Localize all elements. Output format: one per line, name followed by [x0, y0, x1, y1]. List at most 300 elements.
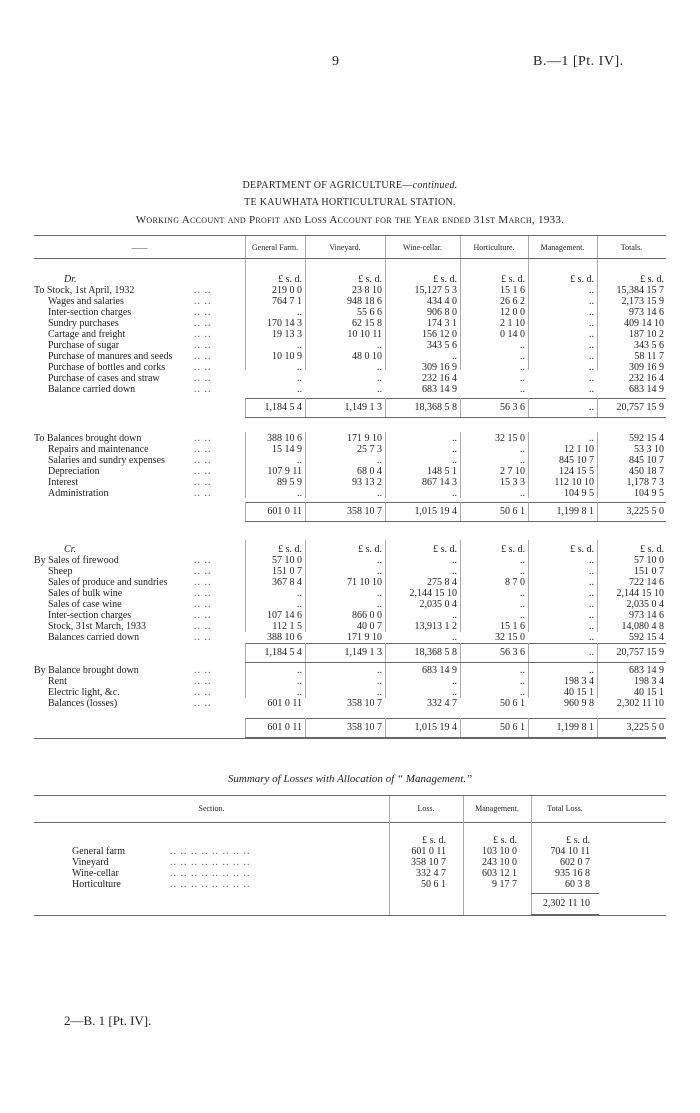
- amount-cell: 906 8 0: [427, 307, 457, 318]
- currency-label: £ s. d.: [433, 544, 457, 555]
- column-divider: [305, 259, 306, 370]
- amount-cell: 367 8 4: [272, 577, 302, 588]
- row-label: To Balances brought down: [34, 433, 142, 444]
- column-divider: [385, 259, 386, 370]
- row-label: Stock, 31st March, 1933: [48, 621, 147, 632]
- amount-cell: 198 3 4: [634, 676, 664, 687]
- amount-cell: ..: [520, 555, 525, 566]
- leader-dots: .. ..: [194, 384, 212, 395]
- table-top-rule: [34, 235, 666, 236]
- summary-amount: 103 10 0: [482, 846, 517, 857]
- amount-cell: ..: [589, 329, 594, 340]
- amount-cell: 170 14 3: [267, 318, 302, 329]
- total-cell: 20,757 15 9: [616, 402, 664, 413]
- total-cell: 50 6 1: [500, 506, 525, 517]
- column-divider: [528, 502, 529, 521]
- total-cell: 3,225 5 0: [626, 722, 664, 733]
- amount-cell: ..: [377, 687, 382, 698]
- amount-cell: ..: [377, 676, 382, 687]
- leader-dots: .. ..: [194, 632, 212, 643]
- summary-amount: 60 3 8: [565, 879, 590, 890]
- amount-cell: ..: [520, 687, 525, 698]
- leader-dots: .. ..: [194, 362, 212, 373]
- column-divider: [305, 540, 306, 632]
- amount-cell: 2,173 15 9: [621, 296, 664, 307]
- total-rule: [245, 398, 666, 399]
- amount-cell: ..: [589, 665, 594, 676]
- amount-cell: ..: [297, 362, 302, 373]
- column-divider: [305, 398, 306, 417]
- row-label: Balances (losses): [48, 698, 118, 709]
- row-label: By Balance brought down: [34, 665, 139, 676]
- amount-cell: ..: [452, 566, 457, 577]
- amount-cell: 845 10 7: [629, 455, 664, 466]
- amount-cell: 219 0 0: [272, 285, 302, 296]
- amount-cell: ..: [377, 555, 382, 566]
- amount-cell: ..: [520, 588, 525, 599]
- amount-cell: ..: [520, 362, 525, 373]
- amount-cell: 948 18 6: [347, 296, 382, 307]
- summary-amount: 601 0 11: [411, 846, 446, 857]
- currency-label: £ s. d.: [570, 544, 594, 555]
- column-divider: [305, 432, 306, 498]
- currency-label: £ s. d.: [640, 274, 664, 285]
- column-divider: [597, 398, 598, 417]
- amount-cell: 0 14 0: [500, 329, 525, 340]
- row-label: Sales of case wine: [48, 599, 122, 610]
- account-heading: Working Account and Profit and Loss Account for the Year ended 31st March, 1933.: [135, 214, 565, 226]
- dr-label: Dr.: [64, 274, 77, 285]
- amount-cell: 171 9 10: [347, 632, 382, 643]
- leader-dots: .. ..: [194, 676, 212, 687]
- currency-label: £ s. d.: [640, 544, 664, 555]
- amount-cell: ..: [377, 566, 382, 577]
- column-divider: [460, 718, 461, 737]
- total-cell: 18,368 5 8: [414, 647, 457, 658]
- amount-cell: 68 0 4: [357, 466, 382, 477]
- amount-cell: 112 10 10: [554, 477, 594, 488]
- amount-cell: 13,913 1 2: [414, 621, 457, 632]
- amount-cell: ..: [589, 610, 594, 621]
- amount-cell: 93 13 2: [352, 477, 382, 488]
- column-divider: [385, 398, 386, 417]
- amount-cell: ..: [297, 687, 302, 698]
- amount-cell: ..: [377, 599, 382, 610]
- amount-cell: 187 10 2: [629, 329, 664, 340]
- leader-dots: .. ..: [194, 466, 212, 477]
- leader-dots: .. .. .. .. .. .. .. ..: [170, 857, 251, 868]
- amount-cell: 40 15 1: [634, 687, 664, 698]
- amount-cell: ..: [589, 632, 594, 643]
- summary-title: Summary of Losses with Allocation of “ Management.”: [227, 773, 473, 785]
- leader-dots: .. ..: [194, 351, 212, 362]
- amount-cell: 683 14 9: [629, 665, 664, 676]
- amount-cell: ..: [520, 351, 525, 362]
- column-divider: [528, 718, 529, 737]
- amount-cell: 12 1 10: [564, 444, 594, 455]
- amount-cell: ..: [452, 433, 457, 444]
- amount-cell: 601 0 11: [267, 698, 302, 709]
- column-header: Wine-cellar.: [403, 243, 442, 252]
- column-divider: [385, 643, 386, 662]
- leader-dots: .. ..: [194, 444, 212, 455]
- amount-cell: 25 7 3: [357, 444, 382, 455]
- leader-dots: .. ..: [194, 698, 212, 709]
- column-divider: [385, 540, 386, 632]
- row-label: Repairs and maintenance: [48, 444, 149, 455]
- amount-cell: ..: [589, 296, 594, 307]
- amount-cell: 973 14 6: [629, 307, 664, 318]
- row-label: Purchase of manures and seeds: [48, 351, 173, 362]
- summary-bottom-rule: [34, 915, 666, 916]
- row-label: Sales of produce and sundries: [48, 577, 168, 588]
- leader-dots: .. ..: [194, 373, 212, 384]
- row-label: Purchase of cases and straw: [48, 373, 160, 384]
- column-divider: [597, 432, 598, 498]
- row-label: Wages and salaries: [48, 296, 124, 307]
- page-reference: B.—1 [Pt. IV].: [533, 54, 624, 69]
- column-divider: [528, 236, 529, 258]
- amount-cell: ..: [297, 599, 302, 610]
- amount-cell: ..: [520, 488, 525, 499]
- amount-cell: ..: [589, 285, 594, 296]
- summary-amount: 603 12 1: [482, 868, 517, 879]
- amount-cell: 2,144 15 10: [409, 588, 457, 599]
- column-divider: [597, 718, 598, 737]
- amount-cell: ..: [589, 340, 594, 351]
- amount-cell: 62 15 8: [352, 318, 382, 329]
- row-label: Cartage and freight: [48, 329, 126, 340]
- row-label: Balance carried down: [48, 384, 136, 395]
- column-header: Totals.: [620, 243, 643, 252]
- row-label: Sundry purchases: [48, 318, 119, 329]
- amount-cell: ..: [452, 488, 457, 499]
- leader-dots: .. ..: [194, 307, 212, 318]
- amount-cell: 156 12 0: [422, 329, 457, 340]
- amount-cell: 15 14 9: [272, 444, 302, 455]
- amount-cell: 15 1 6: [500, 621, 525, 632]
- amount-cell: 10 10 11: [347, 329, 382, 340]
- leader-dots: .. ..: [194, 665, 212, 676]
- column-divider: [597, 540, 598, 632]
- summary-header: Section.: [198, 804, 225, 813]
- leader-dots: .. ..: [194, 610, 212, 621]
- summary-amount: 935 16 8: [555, 868, 590, 879]
- amount-cell: 866 0 0: [352, 610, 382, 621]
- row-label: By Sales of firewood: [34, 555, 119, 566]
- amount-cell: ..: [589, 307, 594, 318]
- amount-cell: ..: [297, 384, 302, 395]
- amount-cell: 15 1 6: [500, 285, 525, 296]
- amount-cell: 55 6 6: [357, 307, 382, 318]
- total-cell: 1,184 5 4: [264, 647, 302, 658]
- leader-dots: .. ..: [194, 329, 212, 340]
- total-cell: 1,015 19 4: [414, 506, 457, 517]
- department-name: DEPARTMENT OF AGRICULTURE—: [242, 180, 413, 191]
- row-label: Inter-section charges: [48, 610, 132, 621]
- column-divider: [460, 643, 461, 662]
- amount-cell: 57 10 0: [272, 555, 302, 566]
- amount-cell: 151 0 7: [272, 566, 302, 577]
- total-rule: [245, 502, 666, 503]
- amount-cell: 40 0 7: [357, 621, 382, 632]
- column-divider: [460, 236, 461, 258]
- table-bottom-rule: [34, 738, 666, 739]
- summary-header-rule: [34, 822, 666, 823]
- leader-dots: .. ..: [194, 477, 212, 488]
- leader-dots: .. .. .. .. .. .. .. ..: [170, 879, 251, 890]
- row-label: Purchase of sugar: [48, 340, 120, 351]
- amount-cell: 960 9 8: [564, 698, 594, 709]
- station-heading: TE KAUWHATA HORTICULTURAL STATION.: [244, 197, 456, 208]
- total-cell: 1,199 8 1: [556, 506, 594, 517]
- total-cell: 56 3 6: [500, 647, 525, 658]
- amount-cell: 50 6 1: [500, 698, 525, 709]
- leader-dots: .. ..: [194, 555, 212, 566]
- amount-cell: ..: [589, 362, 594, 373]
- column-divider: [460, 259, 461, 370]
- amount-cell: 23 8 10: [352, 285, 382, 296]
- column-divider: [528, 643, 529, 662]
- summary-row-label: Vineyard: [72, 857, 109, 868]
- column-divider: [305, 643, 306, 662]
- amount-cell: 1,178 7 3: [626, 477, 664, 488]
- summary-amount: 602 0 7: [560, 857, 590, 868]
- leader-dots: .. ..: [194, 566, 212, 577]
- summary-row-label: Wine-cellar: [72, 868, 119, 879]
- amount-cell: 388 10 6: [267, 433, 302, 444]
- amount-cell: ..: [520, 455, 525, 466]
- amount-cell: 53 3 10: [634, 444, 664, 455]
- amount-cell: 309 16 9: [422, 362, 457, 373]
- amount-cell: ..: [589, 577, 594, 588]
- amount-cell: 12 0 0: [500, 307, 525, 318]
- amount-cell: ..: [452, 455, 457, 466]
- row-label: Depreciation: [48, 466, 100, 477]
- column-divider: [460, 502, 461, 521]
- total-cell: ..: [589, 402, 594, 413]
- summary-amount: 243 10 0: [482, 857, 517, 868]
- column-divider: [245, 236, 246, 258]
- amount-cell: ..: [589, 588, 594, 599]
- column-divider: [305, 236, 306, 258]
- total-cell: 358 10 7: [347, 506, 382, 517]
- amount-cell: 2,144 15 10: [616, 588, 664, 599]
- amount-cell: 19 13 3: [272, 329, 302, 340]
- amount-cell: 89 5 9: [277, 477, 302, 488]
- amount-cell: 58 11 7: [634, 351, 664, 362]
- summary-header: Loss.: [417, 804, 435, 813]
- amount-cell: ..: [452, 632, 457, 643]
- leader-dots: .. ..: [194, 340, 212, 351]
- amount-cell: ..: [452, 676, 457, 687]
- amount-cell: 198 3 4: [564, 676, 594, 687]
- amount-cell: 2 7 10: [500, 466, 525, 477]
- summary-total-rule: [531, 893, 599, 894]
- currency-label: £ s. d.: [278, 274, 302, 285]
- amount-cell: 107 9 11: [267, 466, 302, 477]
- amount-cell: 8 7 0: [505, 577, 525, 588]
- total-cell: 358 10 7: [347, 722, 382, 733]
- leader-dots: .. .. .. .. .. .. .. ..: [170, 868, 251, 879]
- amount-cell: ..: [297, 307, 302, 318]
- amount-cell: ..: [589, 566, 594, 577]
- total-cell: 56 3 6: [500, 402, 525, 413]
- summary-total: 2,302 11 10: [542, 898, 590, 909]
- table-header-rule: [34, 258, 666, 259]
- leader-dots: .. ..: [194, 433, 212, 444]
- summary-amount: 50 6 1: [421, 879, 446, 890]
- amount-cell: 124 15 5: [559, 466, 594, 477]
- currency-label: £ s. d.: [493, 835, 517, 846]
- summary-amount: 358 10 7: [411, 857, 446, 868]
- amount-cell: ..: [589, 373, 594, 384]
- cr-label: Cr.: [64, 544, 76, 555]
- summary-header: Total Loss.: [547, 804, 583, 813]
- amount-cell: ..: [297, 676, 302, 687]
- column-divider: [528, 540, 529, 632]
- amount-cell: 15,384 15 7: [616, 285, 664, 296]
- amount-cell: 309 16 9: [629, 362, 664, 373]
- summary-amount: 704 10 11: [550, 846, 590, 857]
- row-label: Sales of bulk wine: [48, 588, 123, 599]
- amount-cell: 973 14 6: [629, 610, 664, 621]
- amount-cell: 343 5 6: [634, 340, 664, 351]
- amount-cell: ..: [377, 362, 382, 373]
- amount-cell: ..: [297, 588, 302, 599]
- column-divider: [597, 502, 598, 521]
- column-divider: [385, 432, 386, 498]
- row-label: To Stock, 1st April, 1932: [34, 285, 135, 296]
- amount-cell: ..: [520, 384, 525, 395]
- amount-cell: ..: [589, 599, 594, 610]
- amount-cell: ..: [520, 340, 525, 351]
- amount-cell: 592 15 4: [629, 632, 664, 643]
- department-heading: [0, 180, 700, 191]
- total-cell: ..: [589, 647, 594, 658]
- amount-cell: ..: [589, 318, 594, 329]
- amount-cell: 867 14 3: [422, 477, 457, 488]
- amount-cell: ..: [377, 588, 382, 599]
- amount-cell: 40 15 1: [564, 687, 594, 698]
- amount-cell: ..: [520, 566, 525, 577]
- row-label: Purchase of bottles and corks: [48, 362, 166, 373]
- column-divider: [597, 236, 598, 258]
- amount-cell: ..: [520, 444, 525, 455]
- column-divider: [305, 502, 306, 521]
- amount-cell: ..: [452, 555, 457, 566]
- total-cell: 50 6 1: [500, 722, 525, 733]
- leader-dots: .. ..: [194, 687, 212, 698]
- amount-cell: ..: [589, 384, 594, 395]
- leader-dots: .. ..: [194, 577, 212, 588]
- amount-cell: 275 8 4: [427, 577, 457, 588]
- column-header: Vineyard.: [329, 243, 361, 252]
- leader-dots: .. ..: [194, 296, 212, 307]
- amount-cell: 10 10 9: [272, 351, 302, 362]
- summary-amount: 332 4 7: [416, 868, 446, 879]
- column-header: General Farm.: [251, 243, 299, 252]
- amount-cell: 592 15 4: [629, 433, 664, 444]
- column-header: Horticulture.: [473, 243, 515, 252]
- column-divider: [460, 432, 461, 498]
- amount-cell: 232 16 4: [629, 373, 664, 384]
- amount-cell: 15 3 3: [500, 477, 525, 488]
- total-cell: 1,184 5 4: [264, 402, 302, 413]
- amount-cell: ..: [589, 351, 594, 362]
- currency-label: £ s. d.: [433, 274, 457, 285]
- total-cell: 1,199 8 1: [556, 722, 594, 733]
- amount-cell: 845 10 7: [559, 455, 594, 466]
- currency-label: £ s. d.: [501, 544, 525, 555]
- total-cell: 1,015 19 4: [414, 722, 457, 733]
- total-cell: 1,149 1 3: [344, 402, 382, 413]
- amount-cell: 148 5 1: [427, 466, 457, 477]
- amount-cell: 2,035 0 4: [626, 599, 664, 610]
- amount-cell: ..: [589, 555, 594, 566]
- total-rule: [245, 718, 666, 719]
- total-cell: 20,757 15 9: [616, 647, 664, 658]
- amount-cell: 388 10 6: [267, 632, 302, 643]
- column-divider: [597, 259, 598, 370]
- amount-cell: 683 14 9: [629, 384, 664, 395]
- row-label: Administration: [48, 488, 109, 499]
- amount-cell: ..: [589, 621, 594, 632]
- amount-cell: ..: [297, 455, 302, 466]
- total-cell: 3,225 5 0: [626, 506, 664, 517]
- currency-label: £ s. d.: [501, 274, 525, 285]
- amount-cell: 450 18 7: [629, 466, 664, 477]
- amount-cell: 409 14 10: [624, 318, 664, 329]
- currency-label: £ s. d.: [358, 544, 382, 555]
- leader-dots: .. ..: [194, 588, 212, 599]
- amount-cell: ..: [520, 373, 525, 384]
- leader-dots: .. ..: [194, 285, 212, 296]
- amount-cell: ..: [297, 340, 302, 351]
- amount-cell: 26 6 2: [500, 296, 525, 307]
- currency-label: £ s. d.: [278, 544, 302, 555]
- column-header: Management.: [540, 243, 585, 252]
- amount-cell: ..: [377, 665, 382, 676]
- column-header: ——: [131, 243, 148, 252]
- amount-cell: ..: [297, 665, 302, 676]
- total-rule: [245, 521, 666, 522]
- column-divider: [460, 540, 461, 632]
- amount-cell: ..: [297, 373, 302, 384]
- row-label: Salaries and sundry expenses: [48, 455, 165, 466]
- amount-cell: 232 16 4: [422, 373, 457, 384]
- row-label: Interest: [48, 477, 78, 488]
- row-label: Electric light, &c.: [48, 687, 120, 698]
- currency-label: £ s. d.: [422, 835, 446, 846]
- total-cell: 601 0 11: [267, 722, 302, 733]
- page-footer: 2—B. 1 [Pt. IV].: [64, 1013, 152, 1028]
- summary-row-label: Horticulture: [72, 879, 121, 890]
- amount-cell: 14,080 4 8: [621, 621, 664, 632]
- row-label: Sheep: [48, 566, 73, 577]
- amount-cell: 2,035 0 4: [419, 599, 457, 610]
- total-cell: 601 0 11: [267, 506, 302, 517]
- row-label: Rent: [48, 676, 67, 687]
- summary-amount: 9 17 7: [492, 879, 517, 890]
- amount-cell: ..: [520, 676, 525, 687]
- leader-dots: .. ..: [194, 621, 212, 632]
- amount-cell: 151 0 7: [634, 566, 664, 577]
- amount-cell: 71 10 10: [347, 577, 382, 588]
- amount-cell: 15,127 5 3: [414, 285, 457, 296]
- leader-dots: .. .. .. .. .. .. .. ..: [170, 846, 251, 857]
- total-cell: 1,149 1 3: [344, 647, 382, 658]
